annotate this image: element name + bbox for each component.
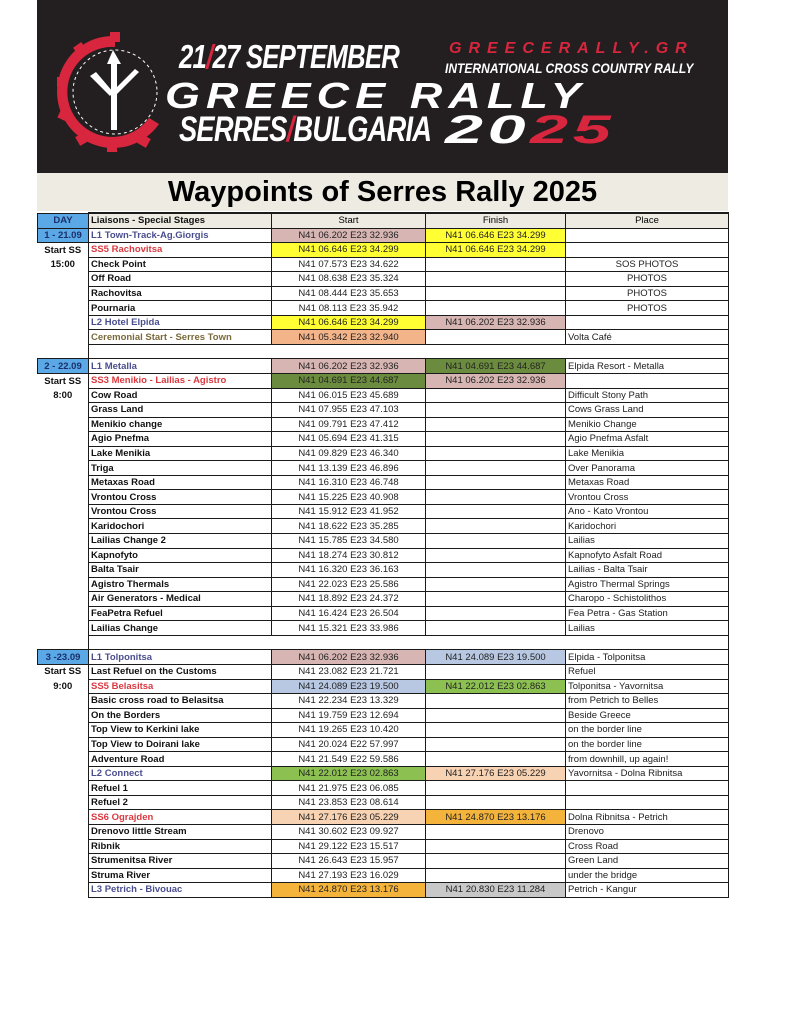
place: PHOTOS — [566, 286, 729, 301]
day-empty — [38, 854, 89, 869]
place: Agio Pnefma Asfalt — [566, 432, 729, 447]
day-label: 2 - 22.09 — [38, 359, 89, 374]
title-bar — [37, 173, 728, 211]
start-coord: N41 09.829 E23 46.340 — [272, 446, 426, 461]
place: from Petrich to Belles — [566, 694, 729, 709]
place: Green Land — [566, 854, 729, 869]
stage-name: Top View to Kerkini lake — [89, 723, 272, 738]
place: SOS PHOTOS — [566, 257, 729, 272]
stage-name: Cow Road — [89, 388, 272, 403]
day-label: 3 -23.09 — [38, 650, 89, 665]
day-empty — [38, 708, 89, 723]
place: Cows Grass Land — [566, 403, 729, 418]
place: Beside Greece — [566, 708, 729, 723]
start-coord: N41 07.573 E23 34.622 — [272, 257, 426, 272]
stage-name: Last Refuel on the Customs — [89, 664, 272, 679]
place: Over Panorama — [566, 461, 729, 476]
table-row — [38, 243, 729, 258]
stage-name: FeaPetra Refuel — [89, 606, 272, 621]
blank-cell — [38, 344, 89, 359]
finish-coord — [426, 606, 566, 621]
day-empty — [38, 301, 89, 316]
place: Charopo - Schistolithos — [566, 592, 729, 607]
place: PHOTOS — [566, 301, 729, 316]
start-coord: N41 08.638 E23 35.324 — [272, 272, 426, 287]
start-coord: N41 16.310 E23 46.748 — [272, 475, 426, 490]
stage-name: Metaxas Road — [89, 475, 272, 490]
stage-name: SS6 Ograjden — [89, 810, 272, 825]
day-start-label: Start SS — [44, 666, 82, 678]
start-coord: N41 09.791 E23 47.412 — [272, 417, 426, 432]
table-row — [38, 781, 729, 796]
table-row — [38, 388, 729, 403]
stage-name: SS3 Menikio - Lailias - Agistro — [89, 374, 272, 389]
finish-coord — [426, 475, 566, 490]
day-start-time: 9:00 — [53, 680, 73, 692]
table-row — [38, 417, 729, 432]
table-row — [38, 534, 729, 549]
finish-coord — [426, 723, 566, 738]
finish-coord — [426, 490, 566, 505]
header-name: Liaisons - Special Stages — [89, 213, 272, 228]
table-row — [38, 257, 729, 272]
start-coord: N41 15.225 E23 40.908 — [272, 490, 426, 505]
place: from downhill, up again! — [566, 752, 729, 767]
stage-name: L1 Metalla — [89, 359, 272, 374]
start-coord: N41 18.892 E23 24.372 — [272, 592, 426, 607]
table-row — [38, 621, 729, 636]
table-header-row — [38, 213, 729, 228]
finish-coord: N41 06.646 E23 34.299 — [426, 228, 566, 243]
start-coord: N41 05.694 E23 41.315 — [272, 432, 426, 447]
day-empty — [38, 723, 89, 738]
blank-cell — [89, 344, 729, 359]
day-empty — [38, 519, 89, 534]
place: Elpida - Tolponitsa — [566, 650, 729, 665]
finish-coord — [426, 548, 566, 563]
start-coord: N41 05.342 E23 32.940 — [272, 330, 426, 345]
start-coord: N41 21.549 E22 59.586 — [272, 752, 426, 767]
stage-name: Vrontou Cross — [89, 490, 272, 505]
place: Menikio Change — [566, 417, 729, 432]
finish-coord — [426, 752, 566, 767]
table-row — [38, 766, 729, 781]
waypoints-table — [37, 212, 729, 898]
day-empty — [38, 475, 89, 490]
start-coord: N41 04.691 E23 44.687 — [272, 374, 426, 389]
place: on the border line — [566, 737, 729, 752]
start-coord: N41 06.202 E23 32.936 — [272, 228, 426, 243]
event-banner — [37, 0, 728, 173]
table-row — [38, 752, 729, 767]
day-empty — [38, 795, 89, 810]
start-coord: N41 15.912 E23 41.952 — [272, 504, 426, 519]
page-title: Waypoints of Serres Rally 2025 — [167, 176, 598, 208]
table-row — [38, 839, 729, 854]
start-coord: N41 18.274 E23 30.812 — [272, 548, 426, 563]
table-row — [38, 868, 729, 883]
table-row — [38, 359, 729, 374]
finish-coord: N41 06.202 E23 32.936 — [426, 374, 566, 389]
start-coord: N41 21.975 E23 06.085 — [272, 781, 426, 796]
finish-coord — [426, 388, 566, 403]
day-empty — [38, 824, 89, 839]
stage-name: L2 Hotel Elpida — [89, 315, 272, 330]
place: Difficult Stony Path — [566, 388, 729, 403]
table-row — [38, 854, 729, 869]
stage-name: Menikio change — [89, 417, 272, 432]
start-coord: N41 26.643 E23 15.957 — [272, 854, 426, 869]
finish-coord: N41 24.089 E23 19.500 — [426, 650, 566, 665]
place: Lake Menikia — [566, 446, 729, 461]
day-empty — [38, 417, 89, 432]
stage-name: Refuel 2 — [89, 795, 272, 810]
stage-name: L1 Tolponitsa — [89, 650, 272, 665]
finish-coord — [426, 708, 566, 723]
table-row — [38, 723, 729, 738]
finish-coord — [426, 621, 566, 636]
place: Vrontou Cross — [566, 490, 729, 505]
place — [566, 315, 729, 330]
stage-name: Vrontou Cross — [89, 504, 272, 519]
table-row — [38, 694, 729, 709]
rally-gear-logo-icon — [55, 32, 175, 152]
finish-coord — [426, 504, 566, 519]
stage-name: Triga — [89, 461, 272, 476]
finish-coord — [426, 868, 566, 883]
start-coord: N41 23.853 E23 08.614 — [272, 795, 426, 810]
day-empty — [38, 403, 89, 418]
start-coord: N41 15.321 E23 33.986 — [272, 621, 426, 636]
finish-coord — [426, 534, 566, 549]
place: Metaxas Road — [566, 475, 729, 490]
stage-name: Pournaria — [89, 301, 272, 316]
stage-name: Agistro Thermals — [89, 577, 272, 592]
table-row — [38, 432, 729, 447]
stage-name: Drenovo little Stream — [89, 824, 272, 839]
stage-name: Ribnik — [89, 839, 272, 854]
day-empty — [38, 577, 89, 592]
table-row — [38, 824, 729, 839]
start-coord: N41 06.202 E23 32.936 — [272, 650, 426, 665]
start-coord: N41 06.015 E23 45.689 — [272, 388, 426, 403]
table-row — [38, 708, 729, 723]
table-row — [38, 490, 729, 505]
table-row — [38, 883, 729, 898]
start-coord: N41 19.265 E23 10.420 — [272, 723, 426, 738]
stage-name: Agio Pnefma — [89, 432, 272, 447]
table-row — [38, 679, 729, 694]
day-empty — [38, 752, 89, 767]
day-start-label: Start SS — [44, 375, 82, 387]
place: Fea Petra - Gas Station — [566, 606, 729, 621]
day-empty — [38, 272, 89, 287]
day-empty — [38, 621, 89, 636]
finish-coord — [426, 795, 566, 810]
place: under the bridge — [566, 868, 729, 883]
start-coord: N41 07.955 E23 47.103 — [272, 403, 426, 418]
table-row — [38, 374, 729, 389]
day-empty — [38, 330, 89, 345]
day-empty — [38, 606, 89, 621]
start-coord: N41 24.089 E23 19.500 — [272, 679, 426, 694]
stage-name: L3 Petrich - Bivouac — [89, 883, 272, 898]
finish-coord — [426, 563, 566, 578]
day-empty — [38, 315, 89, 330]
header-day: DAY — [38, 213, 89, 228]
day-empty — [38, 461, 89, 476]
place — [566, 795, 729, 810]
start-coord: N41 06.646 E23 34.299 — [272, 315, 426, 330]
start-coord: N41 08.113 E23 35.942 — [272, 301, 426, 316]
place: Volta Café — [566, 330, 729, 345]
finish-coord: N41 06.202 E23 32.936 — [426, 315, 566, 330]
stage-name: Lake Menikia — [89, 446, 272, 461]
place: PHOTOS — [566, 272, 729, 287]
finish-coord: N41 04.691 E23 44.687 — [426, 359, 566, 374]
stage-name: Ceremonial Start - Serres Town — [89, 330, 272, 345]
day-start-time: 8:00 — [53, 389, 73, 401]
header-finish: Finish — [426, 213, 566, 228]
finish-coord — [426, 781, 566, 796]
place: Agistro Thermal Springs — [566, 577, 729, 592]
day-empty — [38, 810, 89, 825]
finish-coord — [426, 272, 566, 287]
start-coord: N41 22.234 E23 13.329 — [272, 694, 426, 709]
stage-name: Kapnofyto — [89, 548, 272, 563]
event-subtitle: INTERNATIONAL CROSS COUNTRY RALLY — [445, 60, 694, 76]
day-empty — [38, 504, 89, 519]
place: Kapnofyto Asfalt Road — [566, 548, 729, 563]
day-empty — [38, 868, 89, 883]
finish-coord — [426, 461, 566, 476]
table-row — [38, 650, 729, 665]
website-text: GREECERALLY.GR — [449, 40, 694, 57]
place: Ano - Kato Vrontou — [566, 504, 729, 519]
day-empty — [38, 563, 89, 578]
finish-coord — [426, 592, 566, 607]
stage-name: On the Borders — [89, 708, 272, 723]
table-row — [38, 461, 729, 476]
place — [566, 374, 729, 389]
table-row — [38, 475, 729, 490]
stage-name: Lailias Change 2 — [89, 534, 272, 549]
finish-coord — [426, 403, 566, 418]
start-coord: N41 27.176 E23 05.229 — [272, 810, 426, 825]
start-coord: N41 22.012 E23 02.863 — [272, 766, 426, 781]
day-empty — [38, 446, 89, 461]
stage-name: L2 Connect — [89, 766, 272, 781]
table-row — [38, 286, 729, 301]
day-empty — [38, 839, 89, 854]
day-empty — [38, 432, 89, 447]
place: on the border line — [566, 723, 729, 738]
start-coord: N41 08.444 E23 35.653 — [272, 286, 426, 301]
table-row — [38, 301, 729, 316]
start-coord: N41 06.646 E23 34.299 — [272, 243, 426, 258]
table-row — [38, 664, 729, 679]
finish-coord — [426, 446, 566, 461]
finish-coord — [426, 694, 566, 709]
day-empty — [38, 548, 89, 563]
table-row — [38, 446, 729, 461]
stage-name: Struma River — [89, 868, 272, 883]
table-row — [38, 272, 729, 287]
table-row — [38, 403, 729, 418]
day-empty — [38, 781, 89, 796]
start-coord: N41 06.202 E23 32.936 — [272, 359, 426, 374]
finish-coord — [426, 286, 566, 301]
table-row — [38, 330, 729, 345]
stage-name: Strumenitsa River — [89, 854, 272, 869]
finish-coord — [426, 824, 566, 839]
event-name: GREECE RALLY — [165, 76, 587, 117]
finish-coord — [426, 417, 566, 432]
stage-name: L1 Town-Track-Ag.Giorgis — [89, 228, 272, 243]
place: Drenovo — [566, 824, 729, 839]
event-location: SERRES/BULGARIA — [179, 110, 432, 149]
stage-name: Basic cross road to Belasitsa — [89, 694, 272, 709]
table-row — [38, 810, 729, 825]
finish-coord: N41 06.646 E23 34.299 — [426, 243, 566, 258]
start-coord: N41 13.139 E23 46.896 — [272, 461, 426, 476]
table-row — [38, 504, 729, 519]
start-coord: N41 27.193 E23 16.029 — [272, 868, 426, 883]
day-empty — [38, 490, 89, 505]
blank-row — [38, 635, 729, 650]
stage-name: Refuel 1 — [89, 781, 272, 796]
blank-cell — [89, 635, 729, 650]
start-coord: N41 16.424 E23 26.504 — [272, 606, 426, 621]
day-empty — [38, 534, 89, 549]
finish-coord: N41 24.870 E23 13.176 — [426, 810, 566, 825]
start-coord: N41 22.023 E23 25.586 — [272, 577, 426, 592]
stage-name: SS5 Rachovitsa — [89, 243, 272, 258]
finish-coord — [426, 257, 566, 272]
finish-coord: N41 22.012 E23 02.863 — [426, 679, 566, 694]
place: Lailias — [566, 621, 729, 636]
place: Yavornitsa - Dolna Ribnitsa — [566, 766, 729, 781]
stage-name: Off Road — [89, 272, 272, 287]
stage-name: Balta Tsair — [89, 563, 272, 578]
place — [566, 228, 729, 243]
event-year: 2025 — [445, 108, 616, 153]
start-coord: N41 20.024 E22 57.997 — [272, 737, 426, 752]
start-coord: N41 30.602 E23 09.927 — [272, 824, 426, 839]
stage-name: Top View to Doirani lake — [89, 737, 272, 752]
stage-name: Air Generators - Medical — [89, 592, 272, 607]
table-row — [38, 577, 729, 592]
finish-coord — [426, 664, 566, 679]
finish-coord: N41 27.176 E23 05.229 — [426, 766, 566, 781]
table-row — [38, 548, 729, 563]
place: Elpida Resort - Metalla — [566, 359, 729, 374]
day-empty — [38, 592, 89, 607]
place: Petrich - Kangur — [566, 883, 729, 898]
start-coord: N41 19.759 E23 12.694 — [272, 708, 426, 723]
day-label: 1 - 21.09 — [38, 228, 89, 243]
table-row — [38, 737, 729, 752]
finish-coord — [426, 330, 566, 345]
finish-coord — [426, 854, 566, 869]
table-row — [38, 315, 729, 330]
finish-coord: N41 20.830 E23 11.284 — [426, 883, 566, 898]
finish-coord — [426, 839, 566, 854]
start-coord: N41 24.870 E23 13.176 — [272, 883, 426, 898]
place: Dolna Ribnitsa - Petrich — [566, 810, 729, 825]
place: Lailias — [566, 534, 729, 549]
place — [566, 243, 729, 258]
finish-coord — [426, 737, 566, 752]
header-place: Place — [566, 213, 729, 228]
stage-name: Lailias Change — [89, 621, 272, 636]
header-start: Start — [272, 213, 426, 228]
day-empty — [38, 737, 89, 752]
start-coord: N41 23.082 E23 21.721 — [272, 664, 426, 679]
stage-name: Adventure Road — [89, 752, 272, 767]
day-start-time: 15:00 — [50, 258, 75, 270]
place: Refuel — [566, 664, 729, 679]
finish-coord — [426, 577, 566, 592]
table-row — [38, 592, 729, 607]
table-row — [38, 795, 729, 810]
day-empty — [38, 766, 89, 781]
stage-name: SS5 Belasitsa — [89, 679, 272, 694]
start-coord: N41 18.622 E23 35.285 — [272, 519, 426, 534]
stage-name: Check Point — [89, 257, 272, 272]
blank-cell — [38, 635, 89, 650]
stage-name: Karidochori — [89, 519, 272, 534]
day-empty — [38, 694, 89, 709]
place — [566, 781, 729, 796]
start-coord: N41 15.785 E23 34.580 — [272, 534, 426, 549]
start-coord: N41 16.320 E23 36.163 — [272, 563, 426, 578]
table-row — [38, 228, 729, 243]
place: Cross Road — [566, 839, 729, 854]
place: Lailias - Balta Tsair — [566, 563, 729, 578]
day-empty — [38, 883, 89, 898]
day-empty — [38, 286, 89, 301]
table-row — [38, 563, 729, 578]
finish-coord — [426, 432, 566, 447]
finish-coord — [426, 301, 566, 316]
event-dates: 21/27 SEPTEMBER — [179, 38, 400, 75]
table-row — [38, 519, 729, 534]
day-start-label: Start SS — [44, 244, 82, 256]
start-coord: N41 29.122 E23 15.517 — [272, 839, 426, 854]
finish-coord — [426, 519, 566, 534]
stage-name: Grass Land — [89, 403, 272, 418]
blank-row — [38, 344, 729, 359]
place: Tolponitsa - Yavornitsa — [566, 679, 729, 694]
table-row — [38, 606, 729, 621]
stage-name: Rachovitsa — [89, 286, 272, 301]
place: Karidochori — [566, 519, 729, 534]
